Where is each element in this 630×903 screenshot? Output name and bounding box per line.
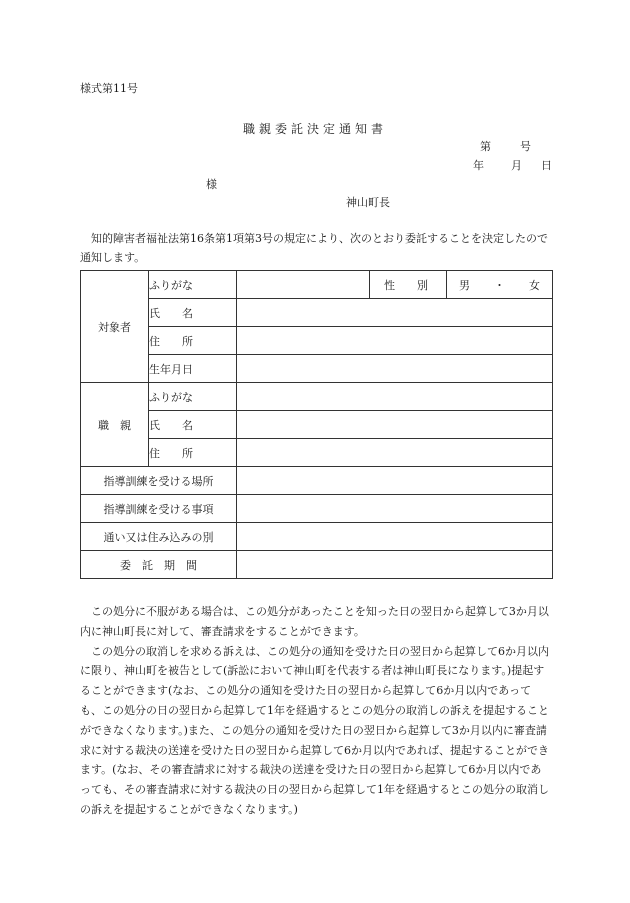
training-matter-label: 指導訓練を受ける事項 — [81, 495, 237, 523]
table-row — [81, 551, 553, 579]
table-row — [81, 523, 553, 551]
training-place-field[interactable] — [237, 467, 553, 495]
subject-name-label: 氏 名 — [149, 299, 237, 327]
day-label: 日 — [541, 159, 552, 172]
number-label: 第 — [480, 140, 491, 153]
document-title: 職親委託決定通知書 — [242, 122, 387, 136]
form-number: 様式第11号 — [80, 82, 138, 95]
sex-label: 性 別 — [384, 278, 428, 292]
parent-address-field[interactable] — [237, 439, 553, 467]
commute-type-label: 通い又は住み込みの別 — [81, 523, 237, 551]
subject-birthdate-label: 生年月日 — [149, 355, 237, 383]
period-field[interactable] — [237, 551, 553, 579]
subject-birthdate-field[interactable] — [237, 355, 553, 383]
appeal-note-2: この処分の取消しを求める訴えは、この処分の通知を受けた日の翌日から起算して6か月以内に限り、神山町を被告として(訴訟において神山町を代表する者は神山町長になります。)提起することができます(なお、この処分の通知を受けた日の翌日から起算して6か月以内であっても、この処分の日の翌日から起算して1年を経過するとこの処分の取消しの訴えを提起することができなくなります。)また、この処分の通知を受けた日の翌日から起算して3か月以内に審査請求に対する裁決の送達を受けた日の翌日から起算して6か月以内であれば、提起することができます。(なお、その審査請求に対する裁決の送達を受けた日の翌日から起算して6か月以内であっても、その審査請求に対する裁決の日の翌日から起算して1年を経過するとこの処分の取消しの訴えを提起することができなくなります。) — [80, 644, 549, 816]
table-row — [81, 327, 553, 355]
sex-separator: ・ — [494, 278, 505, 292]
subject-name-field[interactable] — [237, 299, 553, 327]
parent-name-field[interactable] — [237, 411, 553, 439]
month-label: 月 — [511, 159, 522, 172]
table-row — [81, 271, 553, 299]
table-row — [81, 299, 553, 327]
decision-table — [80, 270, 553, 579]
date-line — [452, 157, 552, 173]
subject-address-field[interactable] — [237, 327, 553, 355]
parent-address-label: 住 所 — [149, 439, 237, 467]
appeal-notes — [80, 602, 552, 820]
commute-type-field[interactable] — [237, 523, 553, 551]
document-number-line — [480, 138, 531, 154]
sex-female-option[interactable]: 女 — [529, 278, 540, 292]
subject-address-label: 住 所 — [149, 327, 237, 355]
appeal-note-1: この処分に不服がある場合は、この処分があったことを知った日の翌日から起算して3か月以内に神山町長に対して、審査請求をすることができます。 — [80, 605, 549, 638]
subject-group-label: 対象者 — [81, 271, 149, 383]
parent-group-label: 職 親 — [81, 383, 149, 467]
training-matter-field[interactable] — [237, 495, 553, 523]
training-place-label: 指導訓練を受ける場所 — [81, 467, 237, 495]
period-label: 委 託 期 間 — [81, 551, 237, 579]
table-row — [81, 355, 553, 383]
table-row — [81, 439, 553, 467]
parent-name-label: 氏 名 — [149, 411, 237, 439]
sex-label-cell — [370, 271, 447, 299]
table-row — [81, 383, 553, 411]
issuer-name: 神山町長 — [346, 196, 390, 209]
subject-furigana-label: ふりがな — [149, 271, 237, 299]
sex-male-option[interactable]: 男 — [459, 278, 470, 292]
parent-furigana-field[interactable] — [237, 383, 553, 411]
year-label: 年 — [473, 159, 484, 172]
table-row — [81, 411, 553, 439]
table-row — [81, 467, 553, 495]
intro-text: 知的障害者福祉法第16条第1項第3号の規定により、次のとおり委託することを決定したので通知します。 — [80, 232, 548, 264]
parent-furigana-label: ふりがな — [149, 383, 237, 411]
subject-furigana-field[interactable] — [237, 271, 370, 299]
number-suffix: 号 — [520, 140, 531, 153]
sex-options-cell — [447, 271, 553, 299]
table-row — [81, 495, 553, 523]
addressee-suffix: 様 — [206, 178, 217, 191]
